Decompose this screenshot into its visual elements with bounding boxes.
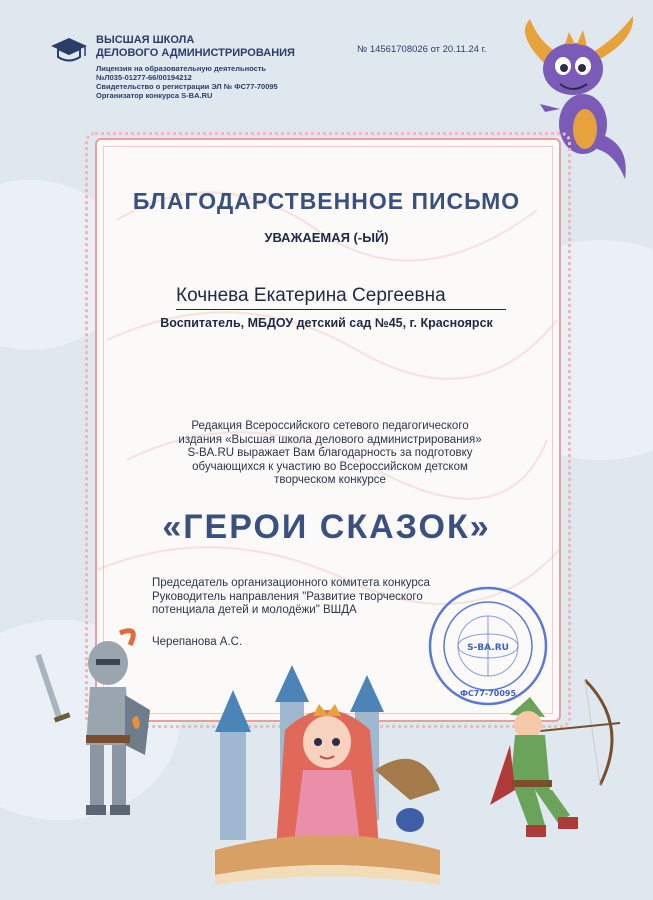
knight-illustration (30, 625, 160, 835)
document-number: № 14561708026 от 20.11.24 г. (357, 44, 487, 55)
contest-name: «ГЕРОИ СКАЗОК» (162, 508, 491, 546)
org-details (96, 64, 278, 100)
body-line: издания «Высшая школа делового администрирования» (178, 433, 482, 446)
stamp-bottom-text: ФС77-70095 (459, 689, 517, 698)
license-text: Лицензия на образовательную деятельность (96, 64, 267, 73)
body-line: творческом конкурсе (274, 474, 386, 486)
license-number: №Л035-01277-66/00194212 (96, 73, 192, 82)
recipient-name: Кочнева Екатерина Сергеевна (176, 285, 506, 310)
princess-castle-illustration (205, 660, 450, 895)
org-name-line2: ДЕЛОВОГО АДМИНИСТРИРОВАНИЯ (96, 47, 295, 59)
graduation-cap-icon (50, 36, 88, 66)
stamp-center-text: S-BA.RU (467, 643, 509, 653)
body-line: Редакция Всероссийского сетевого педагогического (191, 420, 469, 432)
greeting: УВАЖАЕМАЯ (-ЫЙ) (264, 230, 389, 245)
organizer-text: Организатор конкурса S-BA.RU (96, 91, 213, 100)
letter-body (140, 420, 520, 488)
archer-illustration (490, 675, 630, 845)
signature-block (152, 577, 430, 618)
body-line: S-BA.RU выражает Вам благодарность за подготовку (187, 447, 473, 459)
signature-line: потенциала детей и молодёжи" ВШДА (152, 604, 357, 616)
signature-line: Руководитель направления "Развитие творческого (152, 590, 423, 603)
letter-title: БЛАГОДАРСТВЕННОЕ ПИСЬМО (132, 188, 521, 214)
org-name (96, 34, 295, 60)
signer-name: Черепанова А.С. (152, 636, 243, 648)
org-name-line1: ВЫСШАЯ ШКОЛА (96, 34, 195, 46)
body-line: обучающихся к участию во Всероссийском детском (192, 460, 468, 473)
recipient-position: Воспитатель, МБДОУ детский сад №45, г. Красноярск (160, 316, 493, 330)
registration-text: Свидетельство о регистрации ЭЛ № ФС77-70095 (96, 82, 278, 91)
signature-line: Председатель организационного комитета конкурса (152, 577, 430, 589)
